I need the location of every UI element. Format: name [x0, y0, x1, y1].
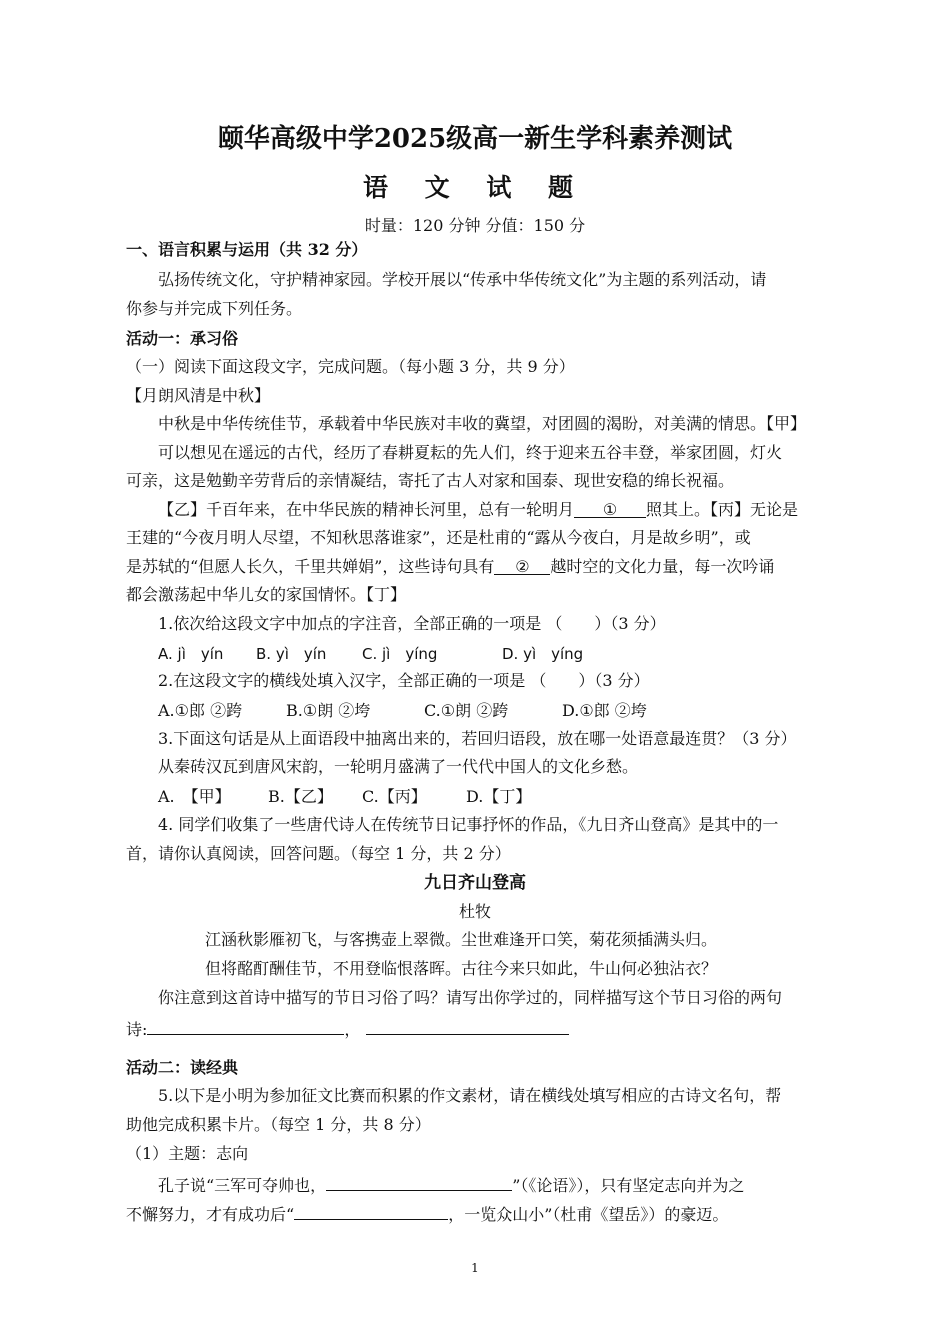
- exam-title: 颐华高级中学2025级高一新生学科素养测试: [217, 124, 733, 154]
- question-5-text: ，一览众山小”（杜甫《望岳》）的豪迈。: [448, 1205, 729, 1224]
- question-5-text: ”（《论语》），只有坚定志向并为之: [512, 1176, 745, 1195]
- question-5-stem: 5.以下是小明为参加征文比赛而积累的作文素材，请在横线处填写相应的古诗文名句，帮: [158, 1086, 782, 1105]
- intro-line: 你参与并完成下列任务。: [126, 299, 303, 318]
- passage-line: 王建的“今夜月明人尽望，不知秋思落谁家”，还是杜甫的“露从今夜白，月是故乡明”，或: [126, 528, 751, 547]
- question-1-stem: 1.依次给这段文字中加点的字注音，全部正确的一项是 （ ）（3 分）: [158, 614, 666, 633]
- section-heading: 一、语言积累与运用（共 32 分）: [126, 240, 368, 259]
- subject-title: 语 文 试 题: [362, 173, 588, 202]
- option-a[interactable]: A. 【甲】: [158, 787, 231, 806]
- activity-heading: 活动一：承习俗: [126, 329, 239, 348]
- passage-line: [126, 556, 846, 578]
- option-c[interactable]: C. jì yíng: [362, 645, 438, 663]
- passage-title: 【月朗风清是中秋】: [126, 386, 271, 405]
- question-4-stem: 首，请你认真阅读，回答问题。（每空 1 分，共 2 分）: [126, 844, 511, 863]
- question-3-sentence: 从秦砖汉瓦到唐风宋韵，一轮明月盛满了一代代中国人的文化乡愁。: [158, 757, 639, 776]
- answer-blank-4[interactable]: [294, 1201, 448, 1220]
- passage-line: 都会激荡起中华儿女的家国情怀。【丁】: [126, 585, 407, 604]
- fill-blank-2[interactable]: ②: [494, 556, 550, 575]
- passage-line: 中秋是中华传统佳节，承载着中华民族对丰收的冀望，对团圆的渴盼，对美满的情思。【甲】: [158, 414, 807, 433]
- passage-line: 可亲，这是勉勤辛劳背后的亲情凝结，寄托了古人对家和国泰、现世安稳的绵长祝福。: [126, 471, 735, 490]
- question-5-stem: 助他完成积累卡片。（每空 1 分，共 8 分）: [126, 1115, 431, 1134]
- passage-text: 照其上。【丙】无论是: [646, 500, 799, 519]
- part-instruction: （一）阅读下面这段文字，完成问题。（每小题 3 分，共 9 分）: [126, 357, 575, 376]
- option-c[interactable]: C.①朗 ②跨: [424, 701, 509, 720]
- question-5-line: [158, 1172, 878, 1197]
- answer-separator: ，: [344, 1020, 361, 1039]
- option-b[interactable]: B.①朗 ②垮: [286, 701, 371, 720]
- question-3-options: [158, 786, 878, 808]
- answer-prefix: 诗:: [126, 1020, 148, 1039]
- intro-line: 弘扬传统文化，守护精神家园。学校开展以“传承中华传统文化”为主题的系列活动，请: [158, 270, 767, 289]
- poem-line: 江涵秋影雁初飞，与客携壶上翠微。尘世难逢开口笑，菊花须插满头归。: [205, 930, 718, 949]
- option-a[interactable]: A.①郎 ②跨: [158, 701, 243, 720]
- question-2-options: [158, 700, 878, 722]
- question-5-text: 不懈努力，才有成功后“: [126, 1205, 295, 1224]
- poem-author: 杜牧: [458, 902, 491, 921]
- question-3-stem: 3.下面这句话是从上面语段中抽离出来的，若回归语段，放在哪一处语意最连贯？（3 分）: [158, 729, 797, 748]
- option-d[interactable]: D. yì yíng: [502, 645, 584, 663]
- question-5-topic: （1）主题：志向: [126, 1144, 249, 1163]
- option-c[interactable]: C.【丙】: [362, 787, 427, 806]
- answer-line: [126, 1016, 846, 1041]
- question-5-text: 孔子说“三军可夺帅也，: [158, 1176, 327, 1195]
- passage-line: [158, 499, 878, 521]
- question-4-stem: 4. 同学们收集了一些唐代诗人在传统节日记事抒怀的作品，《九日齐山登高》是其中的一: [158, 815, 779, 834]
- answer-blank-3[interactable]: [326, 1172, 512, 1191]
- option-d[interactable]: D.①郎 ②垮: [562, 701, 647, 720]
- page-number: 1: [471, 1261, 479, 1275]
- passage-text: 【乙】千百年来，在中华民族的精神长河里，总有一轮明月: [158, 500, 575, 519]
- question-5-line: [126, 1201, 846, 1226]
- poem-line: 但将酩酊酬佳节，不用登临恨落晖。古往今来只如此，牛山何必独沾衣？: [205, 959, 718, 978]
- fill-blank-1[interactable]: ①: [574, 499, 646, 518]
- answer-blank-2[interactable]: [366, 1016, 569, 1035]
- poem-title: 九日齐山登高: [424, 873, 526, 893]
- answer-blank-1[interactable]: [147, 1016, 344, 1035]
- exam-meta: 时量：120 分钟 分值：150 分: [364, 216, 586, 235]
- option-d[interactable]: D.【丁】: [466, 787, 532, 806]
- option-a[interactable]: A. jì yín: [158, 645, 224, 663]
- passage-line: 可以想见在遥远的古代，经历了春耕夏耘的先人们，终于迎来五谷丰登，举家团圆，灯火: [158, 443, 783, 462]
- passage-text: 是苏轼的“但愿人长久，千里共婵娟”，这些诗句具有: [126, 557, 495, 576]
- question-2-stem: 2.在这段文字的横线处填入汉字，全部正确的一项是 （ ）（3 分）: [158, 671, 650, 690]
- question-1-options: [158, 643, 878, 665]
- option-b[interactable]: B.【乙】: [268, 787, 333, 806]
- question-4-task: 你注意到这首诗中描写的节日习俗了吗？请写出你学过的，同样描写这个节日习俗的两句: [158, 988, 783, 1007]
- option-b[interactable]: B. yì yín: [256, 645, 327, 663]
- activity-heading: 活动二：读经典: [126, 1058, 239, 1077]
- passage-text: 越时空的文化力量，每一次吟诵: [550, 557, 775, 576]
